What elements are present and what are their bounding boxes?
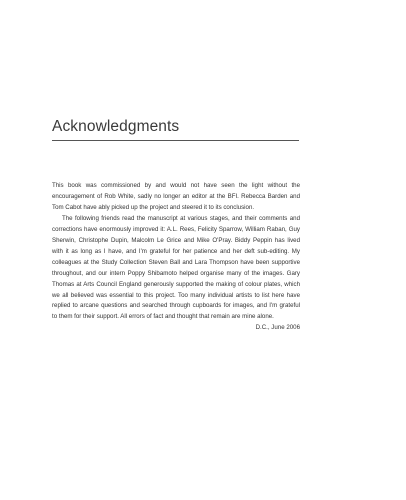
title-rule-divider [52,140,299,141]
signature-line: D.C., June 2006 [255,324,300,332]
paragraph-1: This book was commissioned by and would not have seen the light without the encouragement of Rob White, sadly no longer an editor at the BFI. Rebecca Barden and Tom Cabot have ably picked up the project and steered it to its conclusion. [52,182,300,211]
paragraph-2: The following friends read the manuscript at various stages, and their comments and corrections have enormously improved it: A.L. Rees, Felicity Sparrow, William Raban, Guy Sherwin, Christophe Dupin, Malcolm Le Grice and Mike O'Pray. Biddy Peppin has lived with it as long as I have, and I'm grateful for her patience and her deft sub-editing. My colleagues at the Study Collection Steven Ball and Lara Thompson have been supportive throughout, and our intern Poppy Shibamoto helped organise many of the images. Gary Thomas at Arts Council England generously supported the making of colour plates, which we all believed was essential to this project. Too many individual artists to list here have replied to arcane questions and searched through cupboards for images, and I'm grateful to them for their support. All errors of fact and thought that remain are mine alone. [52,214,300,321]
page-title: Acknowledgments [52,118,180,135]
acknowledgments-body [52,181,300,334]
